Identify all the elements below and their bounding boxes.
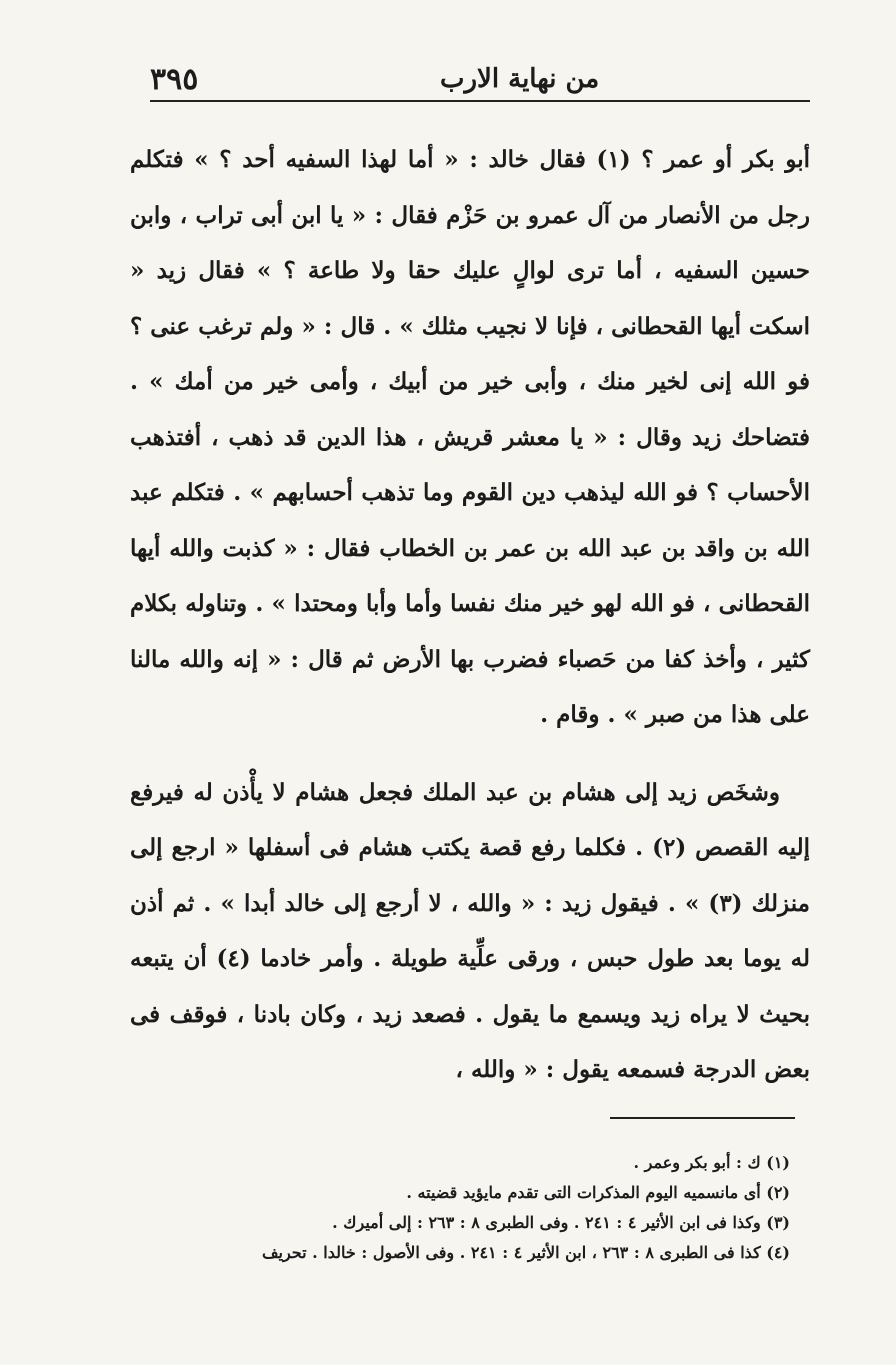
header-rule [150,100,810,102]
book-title: من نهاية الارب [440,64,600,94]
footnotes [130,1148,790,1268]
footnote: (٢) أى مانسميه اليوم المذكرات التى تقدم مايؤيد قضيته . [406,1183,790,1202]
running-head [150,58,810,100]
footnote: (١) ك : أبو بكر وعمر . [633,1153,790,1172]
page-number: ٣٩٥ [150,62,199,97]
main-text [130,132,810,1098]
footnote-rule [610,1117,795,1119]
paragraph: أبو بكر أو عمر ؟ (١) فقال خالد : « أما لهذا السفيه أحد ؟ » فتكلم رجل من الأنصار من آل عمرو بن حَزْم فقال : « يا ابن أبى تراب ، وابن حسين السفيه ، أما ترى لوالٍ عليك حقا ولا طاعة ؟ » فقال زيد « اسكت أيها القحطانى ، فإنا لا نجيب مثلك » . قال : « ولم ترغب عنى ؟ فو الله إنى لخير منك ، وأبى خير من أبيك ، وأمى خير من أمك » . فتضاحك زيد وقال : « يا معشر قريش ، هذا الدين قد ذهب ، أفتذهب الأحساب ؟ فو الله ليذهب دين القوم وما تذهب أحسابهم » . فتكلم عبد الله بن واقد بن عبد الله بن عمر بن الخطاب فقال : « كذبت والله أيها القحطانى ، فو الله لهو خير منك نفسا وأما وأبا ومحتدا » . وتناوله بكلام كثير ، وأخذ كفا من حَصباء فضرب بها الأرض ثم قال : « إنه والله مالنا على هذا من صبر » . وقام . [130,146,810,728]
footnote: (٤) كذا فى الطبرى ٨ : ٢٦٣ ، ابن الأثير ٤ : ٢٤١ . وفى الأصول : خالدا . تحريف [261,1243,790,1262]
footnote: (٣) وكذا فى ابن الأثير ٤ : ٢٤١ . وفى الطبرى ٨ : ٢٦٣ : إلى أميرك . [332,1213,790,1232]
paragraph: وشخَص زيد إلى هشام بن عبد الملك فجعل هشام لا يأْذن له فيرفع إليه القصص (٢) . فكلما رفع قصة يكتب هشام فى أسفلها « ارجع إلى منزلك (٣) » . فيقول زيد : « والله ، لا أرجع إلى خالد أبدا » . ثم أذن له يوما بعد طول حبس ، ورقى علِّية طويلة . وأمر خادما (٤) أن يتبعه بحيث لا يراه زيد ويسمع ما يقول . فصعد زيد ، وكان بادنا ، فوقف فى بعض الدرجة فسمعه يقول : « والله ، [130,778,810,1083]
